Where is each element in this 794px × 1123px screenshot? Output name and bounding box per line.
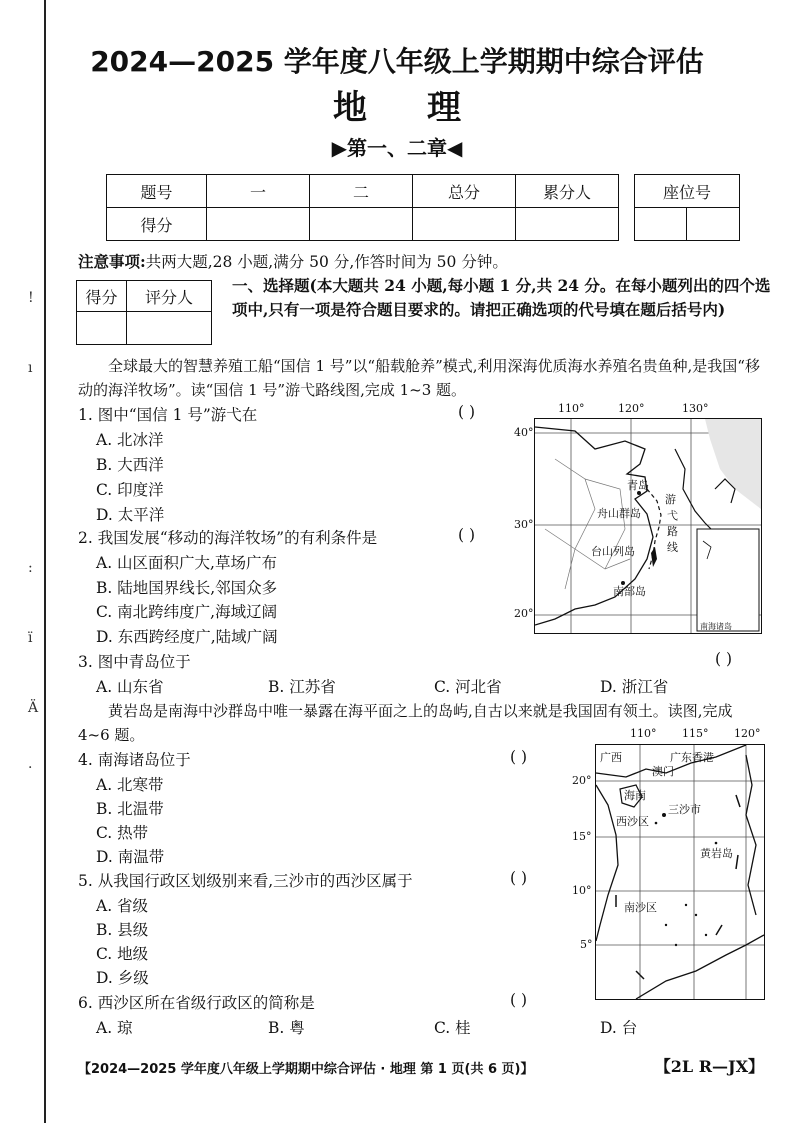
- map2-lat-5: 5°: [580, 938, 593, 951]
- option: A. 山区面积广大,草场广布: [96, 554, 277, 572]
- question-4-stem: 4. 南海诸岛位于: [78, 751, 191, 769]
- option: A. 北冰洋: [96, 431, 164, 449]
- grader-name-cell[interactable]: [127, 312, 212, 345]
- question-1-stem: 1. 图中“国信 1 号”游弋在: [78, 406, 258, 424]
- score-header-cell: 一: [207, 175, 310, 208]
- notice-text: 共两大题,28 小题,满分 50 分,作答时间为 50 分钟。: [145, 253, 508, 271]
- notice: [78, 250, 508, 272]
- option: D. 南温带: [96, 848, 165, 866]
- passage-2: 黄岩岛是南海中沙群岛中唯一暴露在海平面之上的岛屿,自古以来就是我国固有领土。读图,完成 4~6 题。: [78, 702, 733, 744]
- option: D. 太平洋: [96, 506, 165, 524]
- score-row-label: 得分: [107, 208, 207, 241]
- option: C. 印度洋: [96, 481, 164, 499]
- grader-score-cell[interactable]: [77, 312, 127, 345]
- map2-lat-15: 15°: [572, 830, 592, 843]
- map1-lat-40: 40°: [514, 426, 534, 439]
- seat-input-cell[interactable]: [635, 208, 687, 241]
- answer-paren-3[interactable]: ( ): [715, 650, 733, 668]
- map1-lon-130: 130°: [682, 402, 709, 415]
- answer-paren-2[interactable]: ( ): [458, 526, 476, 544]
- map1-lon-120: 120°: [618, 402, 645, 415]
- seat-number-table: [634, 174, 740, 241]
- score-table: [106, 174, 619, 241]
- notice-label: 注意事项:: [78, 252, 146, 271]
- answer-paren-6[interactable]: ( ): [510, 991, 528, 1009]
- answer-paren-1[interactable]: ( ): [458, 403, 476, 421]
- option: B. 大西洋: [96, 456, 164, 474]
- map2-lat-10: 10°: [572, 884, 592, 897]
- map-label-hainan: 海南: [624, 789, 646, 802]
- grader-name-label: 评分人: [127, 281, 212, 312]
- option: B. 江苏省: [268, 678, 336, 696]
- chapter-label: ▶第一、二章◀: [331, 136, 463, 160]
- map-south-china-sea: [595, 744, 765, 1000]
- option: A. 山东省: [96, 678, 164, 696]
- score-header-cell: 题号: [107, 175, 207, 208]
- map-label-taishan: 台山列岛: [591, 545, 635, 558]
- map-label-macau: 澳门: [652, 765, 674, 778]
- map-label-zhoushan: 舟山群岛: [597, 507, 641, 520]
- option: A. 省级: [96, 897, 149, 915]
- option: C. 地级: [96, 945, 149, 963]
- answer-paren-5[interactable]: ( ): [510, 869, 528, 887]
- option: C. 南北跨纬度广,海域辽阔: [96, 603, 278, 621]
- score-input-cell[interactable]: [515, 208, 618, 241]
- score-input-cell[interactable]: [310, 208, 413, 241]
- map2-lon-115: 115°: [682, 727, 709, 740]
- score-input-cell[interactable]: [412, 208, 515, 241]
- option: B. 陆地国界线长,邻国众多: [96, 579, 278, 597]
- map-label-nanhai: 南海诸岛: [700, 622, 732, 631]
- option: C. 热带: [96, 824, 149, 842]
- map-label-nansha: 南沙区: [624, 901, 657, 914]
- map-label-guangxi: 广西: [600, 751, 622, 764]
- map-guoxin-route: [534, 418, 762, 634]
- map-label-route-2: 弋: [667, 509, 678, 522]
- map-label-route-4: 线: [667, 541, 678, 554]
- map-label-route-1: 游: [665, 493, 676, 506]
- map-label-guangdong: 广东: [670, 751, 692, 764]
- map1-lon-110: 110°: [558, 402, 585, 415]
- map-guoxin-route-svg: [535, 419, 761, 633]
- grader-score-label: 得分: [77, 281, 127, 312]
- score-input-cell[interactable]: [207, 208, 310, 241]
- map-label-huangyan: 黄岩岛: [700, 847, 733, 860]
- score-header-cell: 二: [310, 175, 413, 208]
- map2-lon-120: 120°: [734, 727, 761, 740]
- map-label-nanbu: 南部岛: [613, 585, 646, 598]
- map1-lat-30: 30°: [514, 518, 534, 531]
- question-5-stem: 5. 从我国行政区划级别来看,三沙市的西沙区属于: [78, 872, 413, 890]
- question-3-stem: 3. 图中青岛位于: [78, 653, 191, 671]
- map-label-qingdao: 青岛: [627, 479, 649, 492]
- question-6-stem: 6. 西沙区所在省级行政区的简称是: [78, 994, 315, 1012]
- map-label-sansha: 三沙市: [668, 803, 701, 816]
- exam-title: 2024—2025 学年度八年级上学期期中综合评估: [90, 45, 704, 78]
- option: A. 北寒带: [96, 776, 164, 794]
- map-label-xisha: 西沙区: [616, 815, 649, 828]
- option: D. 台: [600, 1019, 638, 1037]
- map-label-route-3: 路: [667, 525, 678, 538]
- map-south-china-sea-svg: [596, 745, 764, 999]
- answer-paren-4[interactable]: ( ): [510, 748, 528, 766]
- subject-title: 地理: [333, 88, 521, 128]
- grader-box: [76, 280, 212, 345]
- passage-1: 全球最大的智慧养殖工船“国信 1 号”以“船载舱养”模式,利用深海优质海水养殖名贵鱼种,是我国“移动的海洋牧场”。读“国信 1 号”游弋路线图,完成 1~3 题。: [78, 357, 760, 399]
- map1-lat-20: 20°: [514, 607, 534, 620]
- option: D. 浙江省: [600, 678, 669, 696]
- option: B. 县级: [96, 921, 149, 939]
- binding-margin-line: [44, 0, 46, 1123]
- map-label-hongkong: 香港: [692, 751, 714, 764]
- seat-input-cell[interactable]: [687, 208, 740, 241]
- option: B. 粤: [268, 1019, 305, 1037]
- section1-instructions: 一、选择题(本大题共 24 小题,每小题 1 分,共 24 分。在每小题列出的四个选项中,只有一项是符合题目要求的。请把正确选项的代号填在题后括号内): [232, 276, 771, 319]
- option: A. 琼: [96, 1019, 133, 1037]
- map2-lat-20: 20°: [572, 774, 592, 787]
- option: D. 乡级: [96, 969, 149, 987]
- seat-number-label: 座位号: [635, 175, 740, 208]
- page-footer: 【2024—2025 学年度八年级上学期期中综合评估 · 地理 第 1 页(共 6 页)】: [78, 1062, 534, 1077]
- option: B. 北温带: [96, 800, 164, 818]
- score-header-cell: 累分人: [515, 175, 618, 208]
- question-2-stem: 2. 我国发展“移动的海洋牧场”的有利条件是: [78, 529, 378, 547]
- option: C. 河北省: [434, 678, 502, 696]
- score-header-cell: 总分: [412, 175, 515, 208]
- paper-code: 【2L R—JX】: [654, 1057, 764, 1076]
- option: C. 桂: [434, 1019, 471, 1037]
- map2-lon-110: 110°: [630, 727, 657, 740]
- option: D. 东西跨经度广,陆域广阔: [96, 628, 278, 646]
